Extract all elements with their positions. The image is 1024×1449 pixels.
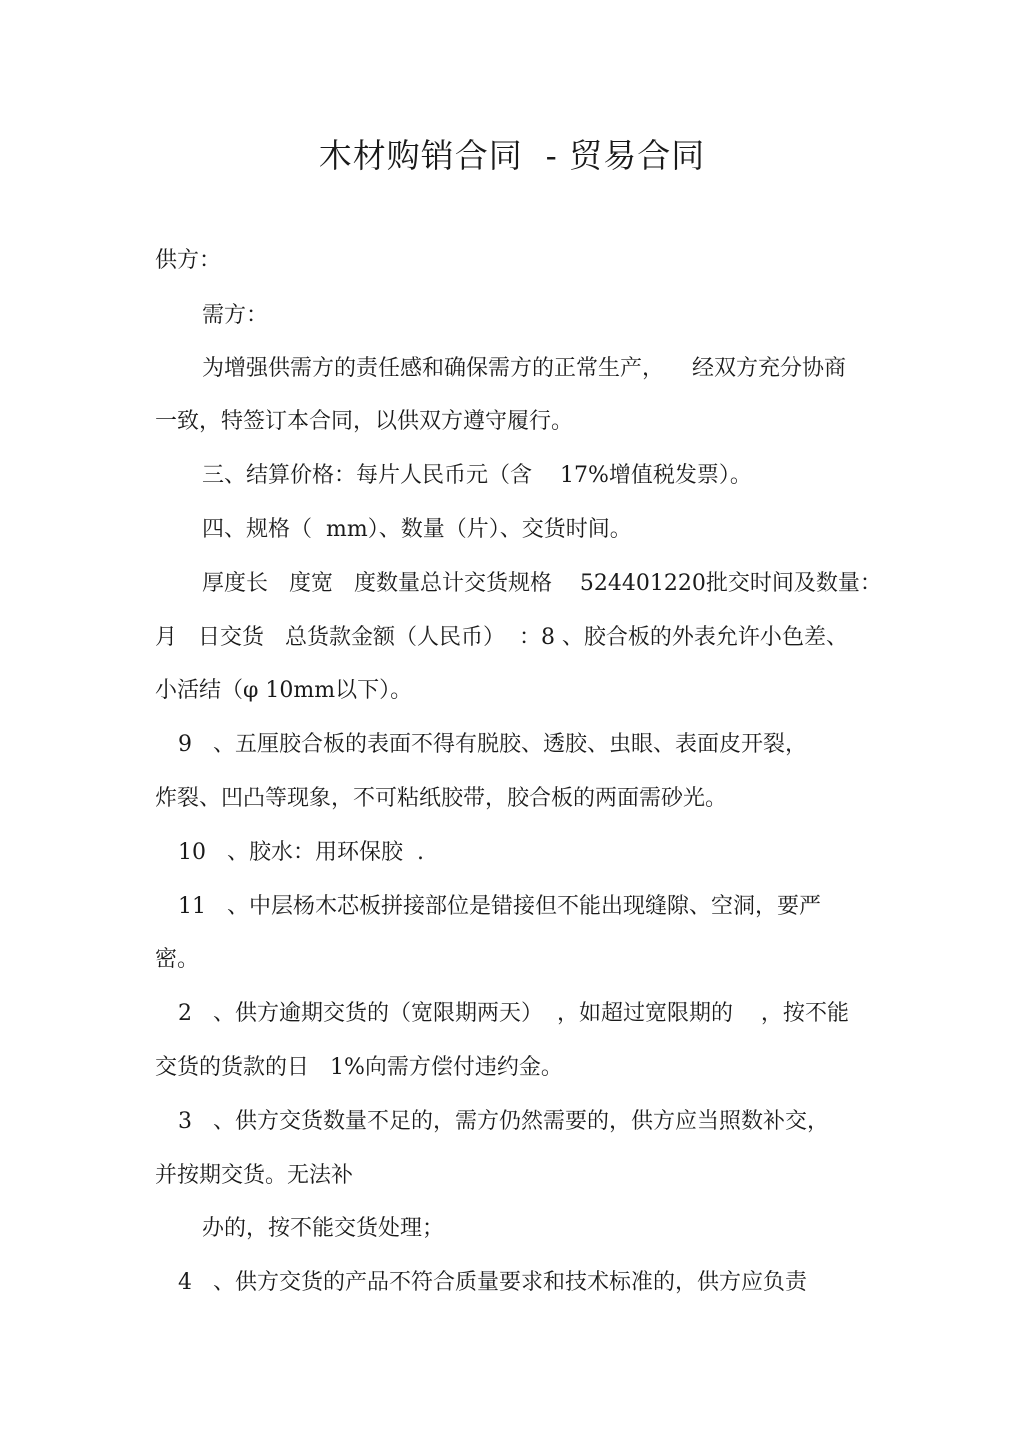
clause-10: 10 、胶水：用环保胶 . [178,840,424,865]
clause-price: 三、结算价格：每片人民币元（含 17%增值税发票）。 [202,463,752,488]
clause-8-cont: 小活结（φ 10mm以下）。 [155,678,413,703]
clause-9-line-2: 炸裂、凹凸等现象，不可粘纸胶带，胶合板的两面需砂光。 [155,786,728,811]
spec-table-line-2: 月 日交货 总货款金额（人民币） ：8 、胶合板的外表允许小色差、 [155,625,848,650]
clause-3-line-2: 并按期交货。无法补 [155,1163,354,1188]
preamble-line-1: 为增强供需方的责任感和确保需方的正常生产， 经双方充分协商 [202,356,846,381]
clause-9-line-1: 9 、五厘胶合板的表面不得有脱胶、透胶、虫眼、表面皮开裂， [178,732,807,757]
document-title: 木材购销合同 - 贸易合同 [318,136,706,175]
spec-table-line-1: 厚度长 度宽 度数量总计交货规格 524401220批交时间及数量： [202,571,882,596]
clause-3-line-3: 办的，按不能交货处理； [202,1216,445,1241]
buyer-line: 需方： [202,303,269,328]
clause-spec: 四、规格（ mm）、数量（片）、交货时间。 [202,517,632,542]
clause-2-line-1: 2 、供方逾期交货的（宽限期两天） ，如超过宽限期的 ，按不能 [178,1001,849,1026]
preamble-line-2: 一致，特签订本合同，以供双方遵守履行。 [155,409,574,434]
clause-11-line-1: 11 、中层杨木芯板拼接部位是错接但不能出现缝隙、空洞，要严 [178,894,821,919]
clause-2-line-2: 交货的货款的日 1%向需方偿付违约金。 [155,1055,563,1080]
supplier-line: 供方： [155,248,222,273]
clause-4-line-1: 4 、供方交货的产品不符合质量要求和技术标准的，供方应负责 [178,1270,807,1295]
clause-3-line-1: 3 、供方交货数量不足的，需方仍然需要的，供方应当照数补交， [178,1109,829,1134]
clause-11-line-2: 密。 [155,947,200,972]
